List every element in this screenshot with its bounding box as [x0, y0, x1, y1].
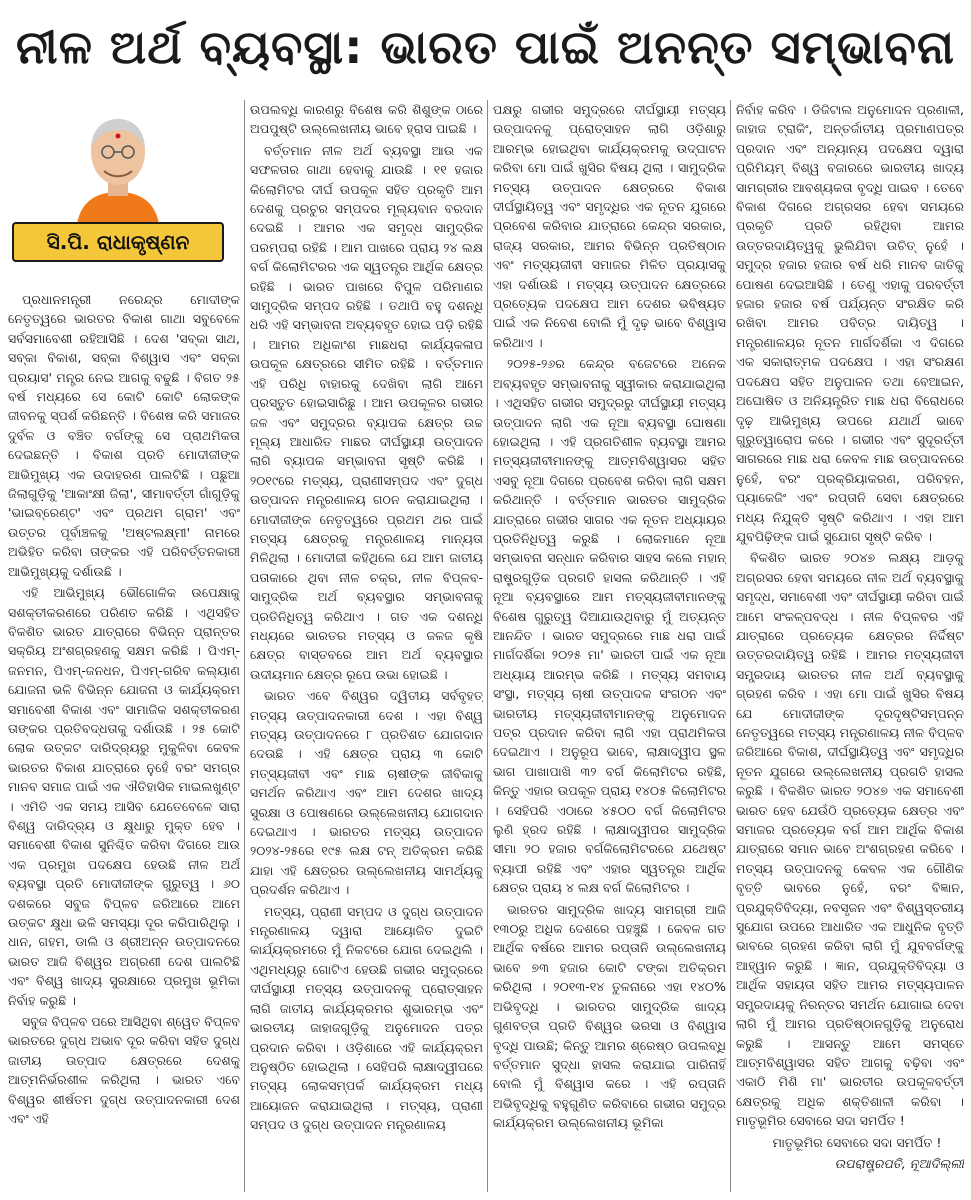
paragraph: ବର୍ତ୍ତମାନ ନୀଳ ଅର୍ଥ ବ୍ୟବସ୍ଥା ଆଉ ଏକ ସଫଳତାର ଗାଥା ହେବାକୁ ଯାଉଛି । ୧୧ ହଜାର କିଲୋମିଟର ଦୀର୍ଘ ଉପକୂଳ ସହିତ ପ୍ରକୃତି ଆମ ଦେଶକୁ ପ୍ରଚୁର ସମ୍ପଦର ମୂଲ୍ୟବାନ ବରଦାନ ଦେଇଛି । ଆମର ଏକ ସମୃଦ୍ଧ ସାମୁଦ୍ରିକ ପରମ୍ପରା ରହିଛି । ଆମ ପାଖରେ ପ୍ରାୟ ୨୪ ଲକ୍ଷ ବର୍ଗ କିଲୋମିଟରର ଏକ ସ୍ୱତନ୍ତ୍ର ଆର୍ଥିକ କ୍ଷେତ୍ର ରହିଛି । ଭାରତ ପାଖରେ ବିପୁଳ ପରିମାଣର ସାମୁଦ୍ରିକ ସମ୍ପଦ ରହିଛି । ତଥାପି ବହୁ ଦଶନ୍ଧି ଧରି ଏହି ସମ୍ଭାବନା ଅବ୍ୟବହୃତ ହୋଇ ପଡ଼ି ରହିଛି । ଆମର ଅଧିକାଂଶ ମାଛଧରା କାର୍ଯ୍ୟକଳାପ ଉପକୂଳ କ୍ଷେତ୍ରରେ ସୀମିତ ରହିଛି । ବର୍ତ୍ତମାନ ଏହି ପରିଧି ବାହାରକୁ ଦେଖିବା ଲାଗି ଆମେ ପ୍ରସ୍ତୁତ ହୋଇସାରିଛୁ । ଆମ ଉପକୂଳର ଗଭୀର ଜଳ ଏବଂ ସମୁଦ୍ରର ବ୍ୟାପକ କ୍ଷେତ୍ର ଉଚ୍ଚ ମୂଲ୍ୟ ଆଧାରିତ ମାଛର ଦୀର୍ଘସ୍ଥାୟୀ ଉତ୍ପାଦନ ଲାଗି ବ୍ୟାପକ ସମ୍ଭାବନା ସୃଷ୍ଟି କରିଛି । ୨୦୧୯ରେ ମତ୍ସ୍ୟ, ପ୍ରାଣୀସମ୍ପଦ ଏବଂ ଦୁଗ୍ଧ ଉତ୍ପାଦନ ମନ୍ତ୍ରଣାଳୟ ଗଠନ କରାଯାଇଥିଲା । ମୋଦୀଜୀଙ୍କ ନେତୃତ୍ୱରେ ପ୍ରଥମ ଥର ପାଇଁ ମତ୍ସ୍ୟ କ୍ଷେତ୍ରକୁ ମନ୍ତ୍ରଣାଳୟ ମାନ୍ୟତା ମିଳିଥିଲା । ମୋଦୀଜୀ କହିଥିଲେ ଯେ ଆମ ଜାତୀୟ ପତାକାରେ ଥିବା ନୀଳ ଚକ୍ର, ନୀଳ ବିପ୍ଳବ- ସାମୁଦ୍ରିକ ଅର୍ଥ ବ୍ୟବସ୍ଥାର ସମ୍ଭାବନାକୁ ପ୍ରତିନିଧିତ୍ୱ କରିଥାଏ । ଗତ ଏକ ଦଶନ୍ଧି ମଧ୍ୟରେ ଭାରତର ମତ୍ସ୍ୟ ଓ ଜଳଜ କୃଷି କ୍ଷେତ୍ର ବାସ୍ତବରେ ଆମ ଅର୍ଥ ବ୍ୟବସ୍ଥାର ଉଦୀୟମାନ କ୍ଷେତ୍ର ରୂପେ ଉଭା ହୋଇଛି ।	[250, 142, 483, 682]
paragraph: ୨୦୨୫-୨୬ର କେନ୍ଦ୍ର ବଜେଟରେ ଅନେକ ଅବ୍ୟବହୃତ ସମ୍ଭାବନାକୁ ସ୍ୱୀକାର କରାଯାଇଥିଲା । ଏଥିସହିତ ଗଭୀର ସମୁଦ୍ରରୁ ଦୀର୍ଘସ୍ଥାୟୀ ମତ୍ସ୍ୟ ଉତ୍ପାଦନ ଲାଗି ଏକ ନୂଆ ବ୍ୟବସ୍ଥା ଘୋଷଣା ହୋଇଥିଲା । ଏହି ପ୍ରଗତିଶୀଳ ବ୍ୟବସ୍ଥା ଆମର ମତ୍ସ୍ୟଜୀବୀମାନଙ୍କୁ ଆତ୍ମବିଶ୍ୱାସର ସହିତ ଏସବୁ ନୂଆ ଦିଗରେ ପ୍ରବେଶ କରିବା ଲାଗି ସକ୍ଷମ କରିଥାନ୍ତି । ବର୍ତ୍ତମାନ ଭାରତର ସାମୁଦ୍ରିକ ଯାତ୍ରାରେ ଗଭୀର ସାଗର ଏକ ନୂତନ ଅଧ୍ୟାୟର ପ୍ରତିନିଧିତ୍ୱ କରୁଛି । ଲୋକମାନେ ନୂଆ ସମ୍ଭାବନା ସନ୍ଧାନ କରିବାର ସାହସ କଲେ ମହାନ୍ ରାଷ୍ଟ୍ରଗୁଡ଼ିକ ପ୍ରଗତି ହାସଲ କରିଥାନ୍ତି । ଏହି ନୂଆ ବ୍ୟବସ୍ଥାରେ ଆମ ମତ୍ସ୍ୟଜୀବୀମାନଙ୍କୁ ବିଶେଷ ଗୁରୁତ୍ୱ ଦିଆଯାଉଥିବାରୁ ମୁଁ ଅତ୍ୟନ୍ତ ଆନନ୍ଦିତ । ଭାରତ ସମୁଦ୍ରରେ ମାଛ ଧରା ପାଇଁ ମାର୍ଗଦର୍ଶିକା ୨୦୨୫ ମା' ଭାରତୀ ପାଇଁ ଏକ ନୂଆ ଅଧ୍ୟାୟ ଆରମ୍ଭ କରିଛି । ମତ୍ସ୍ୟ ସମବାୟ ସଂସ୍ଥା, ମତ୍ସ୍ୟ ଚାଷୀ ଉତ୍ପାଦକ ସଂଗଠନ ଏବଂ ଭାରତୀୟ ମତ୍ସ୍ୟଜୀବୀମାନଙ୍କୁ ଅନୁମୋଦନ ପତ୍ର ପ୍ରଦାନ କରିବା ଲାଗି ଏହା ପ୍ରାଥମିକତା ଦେଇଥାଏ । ଅନୁରୂପ ଭାବେ, ଲାକ୍ଷାଦ୍ୱୀପ ସ୍ଥଳ ଭାଗ ପାଖାପାଖି ୩୨ ବର୍ଗ କିଲୋମିଟର ରହିଛି, କିନ୍ତୁ ଏହାର ଉପକୂଳ ପ୍ରାୟ ୧୪୦୫ କିଲୋମିଟର । ସେହିପରି ଏଠାରେ ୪୫୦୦ ବର୍ଗ କିଲୋମିଟର ଲୁଣି ହ୍ରଦ ରହିଛି । ଲାକ୍ଷାଦ୍ୱୀପର ସାମୁଦ୍ରିକ ସୀମା ୨୦ ହଜାର ବର୍ଗକିଲୋମିଟରରେ ଯଥେଷ୍ଟ ବ୍ୟାପୀ ରହିଛି ଏବଂ ଏହାର ସ୍ୱତନ୍ତ୍ର ଆର୍ଥିକ କ୍ଷେତ୍ର ପ୍ରାୟ ୪ ଲକ୍ଷ ବର୍ଗ କିଲୋମିଟର ।	[493, 356, 726, 896]
paragraph: ଭାରତ ଏବେ ବିଶ୍ୱର ଦ୍ୱିତୀୟ ସର୍ବବୃହତ୍ ମତ୍ସ୍ୟ ଉତ୍ପାଦନକାରୀ ଦେଶ । ଏହା ବିଶ୍ୱ ମତ୍ସ୍ୟ ଉତ୍ପାଦନରେ ୮ ପ୍ରତିଶତ ଯୋଗଦାନ ଦେଉଛି । ଏହି କ୍ଷେତ୍ର ପ୍ରାୟ ୩ କୋଟି ମତ୍ସ୍ୟଜୀବୀ ଏବଂ ମାଛ ଚାଷୀଙ୍କ ଜୀବିକାକୁ ସମର୍ଥନ କରିଥାଏ ଏବଂ ଆମ ଦେଶର ଖାଦ୍ୟ ସୁରକ୍ଷା ଓ ପୋଷଣରେ ଉଲ୍ଲେଖନୀୟ ଯୋଗଦାନ ଦେଇଥାଏ । ଭାରତର ମତ୍ସ୍ୟ ଉତ୍ପାଦନ ୨୦୨୪-୨୫ରେ ୧୯୫ ଲକ୍ଷ ଟନ୍ ଅତିକ୍ରମ କରିଛି ଯାହା ଏହି କ୍ଷେତ୍ରର ଉଲ୍ଲେଖନୀୟ ସାମର୍ଥ୍ୟକୁ ପ୍ରଦର୍ଶନ କରିଥାଏ ।	[250, 688, 483, 898]
article-column-1	[8, 290, 240, 1195]
author-byline	[8, 100, 233, 272]
paragraph: ଏହି ଆଭିମୁଖ୍ୟ ଭୌଗୋଳିକ ଉପେକ୍ଷାକୁ ସଶକ୍ତୀକରଣରେ ପରିଣତ କରିଛି । ଏଥିସହିତ ବିକଶିତ ଭାରତ ଯାତ୍ରାରେ ବିଭିନ୍ନ ପ୍ରାନ୍ତର ସକ୍ରିୟ ଅଂଶଗ୍ରହଣକୁ ସକ୍ଷମ କରିଛି । ପିଏମ୍-ଜନମନ, ପିଏମ୍-ଜନଧନ, ପିଏମ୍-ଗରିବ କଲ୍ୟାଣ ଯୋଜନା ଭଳି ବିଭିନ୍ନ ଯୋଜନା ଓ କାର୍ଯ୍ୟକ୍ରମ ସମାବେଶୀ ବିକାଶ ଏବଂ ସାମାଜିକ ସଶକ୍ତୀକରଣ ତାଙ୍କର ପ୍ରତିବଦ୍ଧତାକୁ ଦର୍ଶାଉଛି । ୨୫ କୋଟି ଲୋକ ଉତ୍କଟ ଦାରିଦ୍ର୍ୟରୁ ମୁକୁଳିବା କେବଳ ଭାରତର ବିକାଶ ଯାତ୍ରାରେ ନୁହେଁ ବରଂ ସମଗ୍ର ମାନବ ସମାଜ ପାଇଁ ଏକ ଐତିହାସିକ ମାଇଲଖୁଣ୍ଟ । ଏମିତି ଏକ ସମୟ ଆସିବ ଯେତେବେଳେ ସାରା ବିଶ୍ୱ ଦାରିଦ୍ର୍ୟ ଓ କ୍ଷୁଧାରୁ ମୁକ୍ତ ହେବ । ସମାବେଶୀ ବିକାଶ ସୁନିଶ୍ଚିତ କରିବା ଦିଗରେ ଆଉ ଏକ ପ୍ରମୁଖ ପଦକ୍ଷେପ ହେଉଛି ନୀଳ ଅର୍ଥ ବ୍ୟବସ୍ଥା ପ୍ରତି ମୋଦୀଜୀଙ୍କ ଗୁରୁତ୍ୱ । ୬୦ ଦଶକରେ ସବୁଜ ବିପ୍ଳବ ଜରିଆରେ ଆମେ ଉତ୍କଟ କ୍ଷୁଧା ଭଳି ସମସ୍ୟା ଦୂର କରିପାରିଥିଲୁ । ଧାନ, ଗହମ, ଡାଲି ଓ ଶ୍ରୀଅନ୍ନ ଉତ୍ପାଦନରେ ଭାରତ ଆଜି ବିଶ୍ୱର ଅଗ୍ରଣୀ ଦେଶ ପାଲଟିଛି ଏବଂ ବିଶ୍ୱ ଖାଦ୍ୟ ସୁରକ୍ଷାରେ ପ୍ରମୁଖ ଭୂମିକା ନିର୍ବାହ କରୁଛି ।	[8, 585, 240, 1008]
paragraph: ସବୁଜ ବିପ୍ଳବ ପରେ ଆସିଥିବା ଶ୍ୱେତ ବିପ୍ଳବ ଭାରତରେ ଦୁଗ୍ଧ ଅଭାବ ଦୂର କରିବା ସହିତ ଦୁଗ୍ଧ ଜାତୀୟ ଉତ୍ପାଦ କ୍ଷେତ୍ରରେ ଦେଶକୁ ଆତ୍ମନିର୍ଭରଶୀଳ କରିଥିଲା । ଭାରତ ଏବେ ବିଶ୍ୱର ଶୀର୍ଷତମ ଦୁଗ୍ଧ ଉତ୍ପାଦନକାରୀ ଦେଶ ଏବଂ ଏହି	[8, 1014, 240, 1127]
author-designation: ଉପରାଷ୍ଟ୍ରପତି, ନୂଆଦିଲ୍ଲୀ	[834, 1155, 964, 1171]
author-name: ସି.ପି. ରାଧାକୃଷ୍ଣନ	[12, 222, 224, 262]
paragraph: ପକ୍ଷରୁ ଗଭୀର ସମୁଦ୍ରରେ ଦୀର୍ଘସ୍ଥାୟୀ ମତ୍ସ୍ୟ ଉତ୍ପାଦନକୁ ପ୍ରୋତ୍ସାହନ ଲାଗି ଓଡ଼ିଶାରୁ ଆରମ୍ଭ ହୋଇଥିବା କାର୍ଯ୍ୟକ୍ରମକୁ ଉଦ୍‌ଘାଟନ କରିବା ମୋ ପାଇଁ ଖୁସିର ବିଷୟ ଥିଲା । ସାମୁଦ୍ରିକ ମତ୍ସ୍ୟ ଉତ୍ପାଦନ କ୍ଷେତ୍ରରେ ବିକାଶ ଦୀର୍ଘସ୍ଥାୟିତ୍ୱ ଏବଂ ସମୃଦ୍ଧିର ଏକ ନୂତନ ଯୁଗରେ ପ୍ରବେଶ କରିବାର ଯାତ୍ରାରେ କେନ୍ଦ୍ର ସରକାର, ରାଜ୍ୟ ସରକାର, ଆମର ବିଭିନ୍ନ ପ୍ରତିଷ୍ଠାନ ଏବଂ ମତ୍ସ୍ୟଜୀବୀ ସମାଜର ମିଳିତ ପ୍ରୟାସକୁ ଏହା ଦର୍ଶାଉଛି । ମତ୍ସ୍ୟ ଉତ୍ପାଦନ କ୍ଷେତ୍ରରେ ପ୍ରତ୍ୟେକ ପଦକ୍ଷେପ ଆମ ଦେଶର ଭବିଷ୍ୟତ ପାଇଁ ଏକ ନିବେଶ ବୋଲି ମୁଁ ଦୃଢ଼ ଭାବେ ବିଶ୍ୱାସ କରିଥାଏ ।	[493, 102, 726, 350]
article-column-2	[250, 100, 483, 1195]
headline: ନୀଳ ଅର୍ଥ ବ୍ୟବସ୍ଥା: ଭାରତ ପାଇଁ ଅନନ୍ତ ସମ୍ଭାବନା	[15, 20, 956, 74]
author-portrait	[68, 100, 168, 232]
article-column-3	[493, 100, 726, 1195]
paragraph: ମତ୍ସ୍ୟ, ପ୍ରାଣୀ ସମ୍ପଦ ଓ ଦୁଗ୍ଧ ଉତ୍ପାଦନ ମନ୍ତ୍ରଣାଳୟ ଦ୍ୱାରା ଆୟୋଜିତ ଦୁଇଟି କାର୍ଯ୍ୟକ୍ରମରେ ମୁଁ ନିକଟରେ ଯୋଗ ଦେଇଥିଲି । ଏଥିମଧ୍ୟରୁ ଗୋଟିଏ ହେଉଛି ଗଭୀର ସମୁଦ୍ରରେ ଦୀର୍ଘସ୍ଥାୟୀ ମତ୍ସ୍ୟ ଉତ୍ପାଦନକୁ ପ୍ରୋତ୍ସାହନ ଲାଗି ଜାତୀୟ କାର୍ଯ୍ୟକ୍ରମର ଶୁଭାରମ୍ଭ ଏବଂ ଭାରତୀୟ ଜାହାଜଗୁଡ଼ିକୁ ଅନୁମୋଦନ ପତ୍ର ପ୍ରଦାନ କରିବା । ଓଡ଼ିଶାରେ ଏହି କାର୍ଯ୍ୟକ୍ରମ ଅନୁଷ୍ଠିତ ହୋଇଥିଲା । ସେହିପରି ଲାକ୍ଷାଦ୍ୱୀପରେ ମତ୍ସ୍ୟ ଲୋକସମ୍ପର୍କ କାର୍ଯ୍ୟକ୍ରମ ମଧ୍ୟ ଆୟୋଜନ କରାଯାଇଥିଲା । ମତ୍ସ୍ୟ, ପ୍ରାଣୀ ସମ୍ପଦ ଓ ଦୁଗ୍ଧ ଉତ୍ପାଦନ ମନ୍ତ୍ରଣାଳୟ	[250, 903, 483, 1133]
paragraph: ଭାରତର ସାମୁଦ୍ରିକ ଖାଦ୍ୟ ସାମଗ୍ରୀ ଆଜି ୧୩୦ରୁ ଅଧିକ ଦେଶରେ ପହଞ୍ଚୁଛି । କେବଳ ଗତ ଆର୍ଥିକ ବର୍ଷରେ ଆମର ରପ୍ତାନି ଉଲ୍ଲେଖନୀୟ ଭାବେ ୭୩ ହଜାର କୋଟି ଟଙ୍କା ଅତିକ୍ରମ କରିଥିଲା । ୨୦୧୩-୧୪ ତୁଳନାରେ ଏହା ୧୪୦% ଅଭିବୃଦ୍ଧି । ଭାରତର ସାମୁଦ୍ରିକ ଖାଦ୍ୟ ଗୁଣବତ୍ତା ପ୍ରତି ବିଶ୍ୱର ଭରସା ଓ ବିଶ୍ୱାସ ବୃଦ୍ଧି ପାଉଛି; କିନ୍ତୁ ଆମର ଶ୍ରେଷ୍ଠ ଉପଲବ୍ଧି ବର୍ତ୍ତମାନ ସୁଦ୍ଧା ହାସଲ କରାଯାଇ ପାରିନାହିଁ ବୋଲି ମୁଁ ବିଶ୍ୱାସ କରେ । ଏହି ରପ୍ତାନି ଅଭିବୃଦ୍ଧିକୁ ବହୁଗୁଣିତ କରିବାରେ ଗଭୀର ସମୁଦ୍ର କାର୍ଯ୍ୟକ୍ରମ ଉଲ୍ଲେଖନୀୟ ଭୂମିକା	[493, 901, 726, 1131]
signoff: ମାତୃଭୂମିର ସେବାରେ ସଦା ସମର୍ପିତ !	[772, 1134, 942, 1150]
article-column-4	[736, 100, 964, 1195]
column-rule	[487, 100, 488, 1192]
column-rule	[730, 100, 731, 1192]
paragraph: ଉପଲବ୍ଧି କାରଣରୁ ବିଶେଷ କରି ଶିଶୁଙ୍କ ଠାରେ ଅପପୁଷ୍ଟି ଉଲ୍ଲେଖନୀୟ ଭାବେ ହ୍ରାସ ପାଇଛି ।	[250, 102, 483, 137]
paragraph: ପ୍ରଧାନମନ୍ତ୍ରୀ ନରେନ୍ଦ୍ର ମୋଦୀଙ୍କ ନେତୃତ୍ୱରେ ଭାରତର ବିକାଶ ଗାଥା ସବୁବେଳେ ସର୍ବସମାବେଶୀ ରହିଆସିଛି । ଦେଶ 'ସବ୍‌କା ସାଥ, ସବ୍‌କା ବିକାଶ, ସବ୍‌କା ବିଶ୍ୱାସ ଏବଂ ସବ୍‌କା ପ୍ରୟାସ' ମନ୍ତ୍ର ନେଇ ଆଗକୁ ବଢୁଛି । ବିଗତ ୨୫ ବର୍ଷ ମଧ୍ୟରେ ସେ କୋଟି କୋଟି ଲୋକଙ୍କ ଜୀବନକୁ ସ୍ପର୍ଶ କରିଛନ୍ତି । ବିଶେଷ କରି ସମାଜର ଦୁର୍ବଳ ଓ ବଞ୍ଚିତ ବର୍ଗଙ୍କୁ ସେ ପ୍ରାଥମିକତା ଦେଇଛନ୍ତି । ବିକାଶ ପ୍ରତି ମୋଦୀଜୀଙ୍କ ଆଭିମୁଖ୍ୟ ଏକ ଉଦାହରଣ ପାଲଟିଛି । ପଛୁଆ ଜିଲାଗୁଡ଼ିକୁ 'ଆକାଂକ୍ଷୀ ଜିଲା', ସୀମାବର୍ତ୍ତୀ ଗାଁଗୁଡ଼ିକୁ 'ଭାଇବ୍ରେଣ୍ଟ' ଏବଂ ପ୍ରଥମ ଗ୍ରାମ' ଏବଂ ଉତ୍ତର ପୂର୍ବାଞ୍ଚଳକୁ 'ଅଷ୍ଟଲକ୍ଷ୍ମୀ' ନାମରେ ଅଭିହିତ କରିବା ତାଙ୍କର ଏହି ପରିବର୍ତ୍ତନକାରୀ ଆଭିମୁଖ୍ୟକୁ ଦର୍ଶାଉଛି ।	[8, 292, 240, 579]
paragraph: ବିକଶିତ ଭାରତ ୨୦୪୭ ଲକ୍ଷ୍ୟ ଆଡ଼କୁ ଅଗ୍ରସର ହେବା ସମୟରେ ନୀଳ ଅର୍ଥ ବ୍ୟବସ୍ଥାକୁ ସମୃଦ୍ଧ, ସମାବେଶୀ ଏବଂ ଦୀର୍ଘସ୍ଥାୟୀ କରିବା ପାଇଁ ଆମେ ସଂକଳ୍ପବଦ୍ଧ । ନୀଳ ବିପ୍ଳବର ଏହି ଯାତ୍ରାରେ ପ୍ରତ୍ୟେକ କ୍ଷେତ୍ରର ନିର୍ଦ୍ଦିଷ୍ଟ ଉତ୍ତରଦାୟିତ୍ୱ ରହିଛି । ଆମର ମତ୍ସ୍ୟଜୀବୀ ସମ୍ପ୍ରଦାୟ ଭାରତର ନୀଳ ଅର୍ଥ ବ୍ୟବସ୍ଥାକୁ ଗ୍ରହଣ କରିବ । ଏହା ମୋ ପାଇଁ ଖୁସିର ବିଷୟ ଯେ ମୋଦୀଜୀଙ୍କ ଦୂରଦୃଷ୍ଟିସମ୍ପନ୍ନ ନେତୃତ୍ୱରେ ମତ୍ସ୍ୟ ମନ୍ତ୍ରଣାଳୟ ନୀଳ ବିପ୍ଳବ ଜରିଆରେ ବିକାଶ, ଦୀର୍ଘସ୍ଥାୟିତ୍ୱ ଏବଂ ସମୃଦ୍ଧିର ନୂତନ ଯୁଗରେ ଉଲ୍ଲେଖନୀୟ ପ୍ରଗତି ହାସଲ କରୁଛି । ବିକଶିତ ଭାରତ ୨୦୪୭ ଏକ ସମାବେଶୀ ଭାରତ ହେବ ଯେଉଁଠି ପ୍ରତ୍ୟେକ କ୍ଷେତ୍ର ଏବଂ ସମାଜର ପ୍ରତ୍ୟେକ ବର୍ଗ ଆମ ଆର୍ଥିକ ବିକାଶ ଯାତ୍ରାରେ ସମାନ ଭାବେ ଅଂଶଗ୍ରହଣ କରିବେ । ମତ୍ସ୍ୟ ଉତ୍ପାଦନକୁ କେବଳ ଏକ ଗୌଣିକ ବୃତ୍ତି ଭାବରେ ନୁହେଁ, ବରଂ ବିଜ୍ଞାନ, ପ୍ରଯୁକ୍ତିବିଦ୍ୟା, ନବସୃଜନ ଏବଂ ବିଶ୍ୱସ୍ତରୀୟ ସୁଯୋଗ ଉପରେ ଆଧାରିତ ଏକ ଆଧୁନିକ ବୃତ୍ତି ଭାବରେ ଗ୍ରହଣ କରିବା ଲାଗି ମୁଁ ଯୁବବର୍ଗଙ୍କୁ ଆହ୍ୱାନ କରୁଛି । ଜ୍ଞାନ, ପ୍ରଯୁକ୍ତିବିଦ୍ୟା ଓ ଆର୍ଥିକ ସହାୟତା ସହିତ ଆମର ମତ୍ସ୍ୟପାଳନ ସମ୍ପ୍ରଦାୟକୁ ନିରନ୍ତର ସମର୍ଥନ ଯୋଗାଇ ଦେବା ଲାଗି ମୁଁ ଆମର ପ୍ରତିଷ୍ଠାନଗୁଡ଼ିକୁ ଅନୁରୋଧ କରୁଛି । ଆସନ୍ତୁ ଆମେ ସମସ୍ତେ ଆତ୍ମବିଶ୍ୱାସର ସହିତ ଆଗକୁ ବଢ଼ିବା ଏବଂ ଏକାଠି ମିଶି ମା' ଭାରତୀର ଉପକୂଳବର୍ତ୍ତୀ କ୍ଷେତ୍ରକୁ ଅଧିକ ଶକ୍ତିଶାଳୀ କରିବା । ମାତୃଭୂମିର ସେବାରେ ସଦା ସମର୍ପିତ !	[736, 550, 964, 1129]
column-rule	[244, 100, 245, 1192]
paragraph: ନିର୍ବାହ କରିବ । ଡିଜିଟାଲ ଅନୁମୋଦନ ପ୍ରଣାଳୀ, ଜାହାଜ ଟ୍ରାକିଂ, ଅନ୍ତର୍ଜାତୀୟ ପ୍ରମାଣପତ୍ର ପ୍ରଦାନ ଏବଂ ଅନ୍ୟାନ୍ୟ ପଦକ୍ଷେପ ଦ୍ୱାରା ପ୍ରିମିୟମ୍ ବିଶ୍ୱ ବଜାରରେ ଭାରତୀୟ ଖାଦ୍ୟ ସାମଗ୍ରୀର ଆବଶ୍ୟକତା ବୃଦ୍ଧି ପାଇବ । ତେବେ ବିକାଶ ଦିଗରେ ଅଗ୍ରସର ହେବା ସମୟରେ ପ୍ରକୃତି ପ୍ରତି ରହିଥିବା ଆମର ଉତ୍ତରଦାୟିତ୍ୱକୁ ଭୁଲିଯିବା ଉଚିତ୍ ନୁହେଁ । ସମୁଦ୍ର ହଜାର ହଜାର ବର୍ଷ ଧରି ମାନବ ଜାତିକୁ ପୋଷଣ ଦେଇଆସିଛି । ତେଣୁ ଏହାକୁ ପରବର୍ତ୍ତୀ ହଜାର ହଜାର ବର୍ଷ ପର୍ଯ୍ୟନ୍ତ ସଂରକ୍ଷିତ କରି ରଖିବା ଆମର ପବିତ୍ର ଦାୟିତ୍ୱ । ମନ୍ତ୍ରଣାଳୟର ନୂତନ ମାର୍ଗଦର୍ଶିକା ଏ ଦିଗରେ ଏକ ସକାରାତ୍ମକ ପଦକ୍ଷେପ । ଏହା ସଂରକ୍ଷଣ ପଦକ୍ଷେପ ସହିତ ଅନୁପାଳନ ତଥା ବେଆଇନ, ଅଘୋଷିତ ଓ ଅନିୟନ୍ତ୍ରିତ ମାଛ ଧରା ବିରୋଧରେ ଦୃଢ଼ ଆଭିମୁଖ୍ୟ ଉପରେ ଯଥାର୍ଥ ଭାବେ ଗୁରୁତ୍ୱାରୋପ କରେ । ଗଭୀର ଏବଂ ସୁଦୂରର୍ତ୍ତୀ ସାଗରରେ ମାଛ ଧରା କେବଳ ମାଛ ଉତ୍ପାଦନରେ ନୁହେଁ, ବରଂ ପ୍ରକ୍ରିୟାକରଣ, ପରିବହନ, ପ୍ୟାକେଜିଂ ଏବଂ ରପ୍ତାନି ସେବା କ୍ଷେତ୍ରରେ ମଧ୍ୟ ନିଯୁକ୍ତି ସୃଷ୍ଟି କରିଥାଏ । ଏହା ଆମ ଯୁବପିଢ଼ିଙ୍କ ପାଇଁ ସୁଯୋଗ ସୃଷ୍ଟି କରିବ ।	[736, 102, 964, 544]
